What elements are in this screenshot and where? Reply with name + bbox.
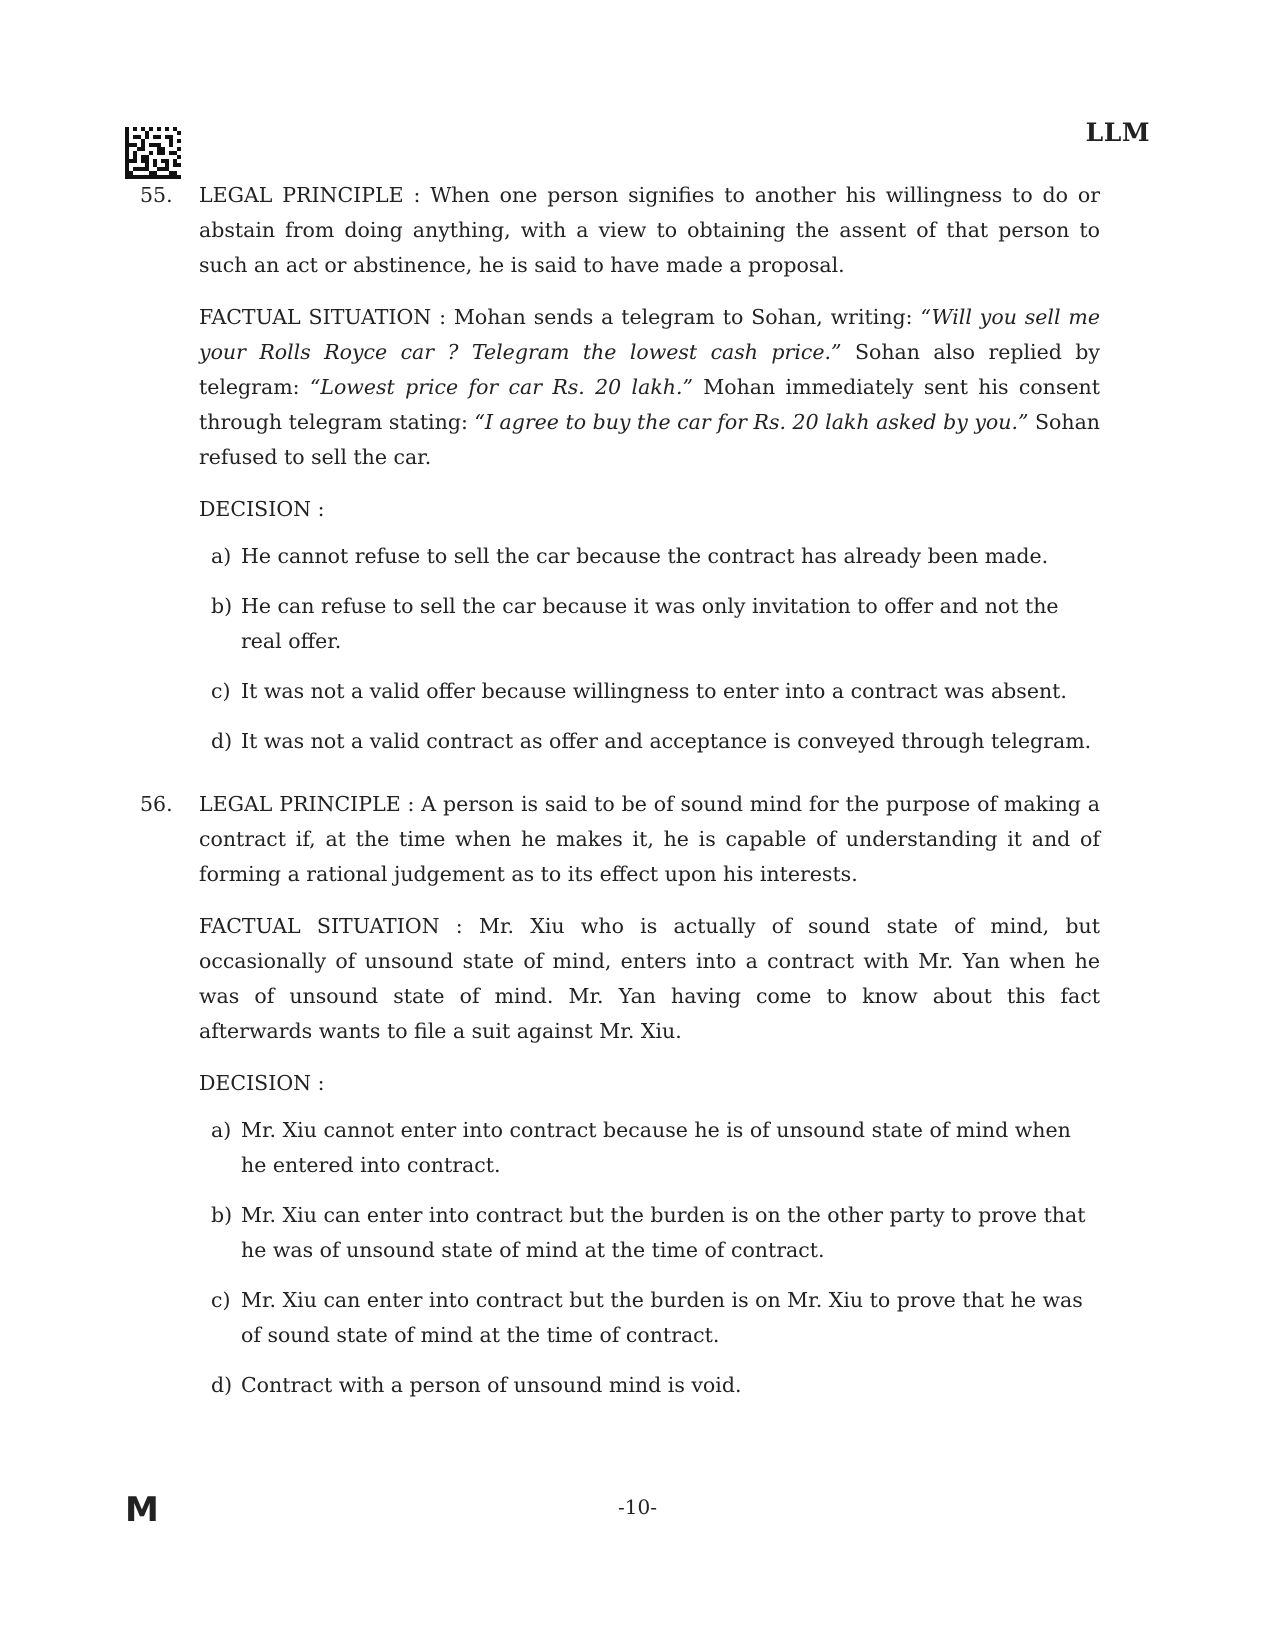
facts-text: Mohan immediately sent his consent through telegram stating: [199, 375, 1100, 434]
option-text: Mr. Xiu cannot enter into contract because he is of unsound state of mind when he entered into contract. [241, 1118, 1071, 1177]
question-body [199, 787, 1100, 1403]
facts-quote: “I agree to buy the car for Rs. 20 lakh asked by you.” [474, 410, 1029, 434]
facts-quote: “Will you sell me your Rolls Royce car ? Telegram the lowest cash price.” [199, 305, 1100, 364]
factual-situation: FACTUAL SITUATION : Mr. Xiu who is actually of sound state of mind, but occasionally of unsound state of mind, enters into a contract with Mr. Yan when he was of unsound state of mind. Mr. Yan having come to know about this fact afterwards wants to file a suit against Mr. Xiu. [199, 914, 1100, 1043]
question-number: 56. [140, 792, 173, 816]
series-code: M [125, 1490, 159, 1530]
option-letter: c) [211, 1288, 231, 1312]
option-letter: d) [211, 1373, 233, 1397]
factual-situation [199, 300, 1100, 475]
factual-situation-label: FACTUAL SITUATION : [199, 305, 447, 329]
option-b [199, 1198, 1100, 1268]
option-text: Contract with a person of unsound mind is void. [241, 1373, 742, 1397]
option-letter: b) [211, 1203, 233, 1227]
option-text: It was not a valid contract as offer and acceptance is conveyed through telegram. [241, 729, 1092, 753]
option-letter: b) [211, 594, 233, 618]
qr-code-icon [125, 127, 181, 179]
option-c [199, 1283, 1100, 1353]
option-b [199, 589, 1100, 659]
facts-text: Sohan refused to sell the car. [199, 410, 1101, 469]
question-55 [140, 178, 1100, 774]
option-text: It was not a valid offer because willingness to enter into a contract was absent. [241, 679, 1067, 703]
legal-principle: LEGAL PRINCIPLE : When one person signifies to another his willingness to do or abstain from doing anything, with a view to obtaining the assent of that person to such an act or abstinence, he is said to have made a proposal. [199, 183, 1100, 277]
page-number: -10- [618, 1495, 657, 1519]
option-letter: a) [211, 1118, 232, 1142]
option-letter: c) [211, 679, 231, 703]
option-letter: d) [211, 729, 233, 753]
question-body [199, 178, 1100, 759]
option-d [199, 724, 1100, 759]
option-c [199, 674, 1100, 709]
option-letter: a) [211, 544, 232, 568]
question-56 [140, 787, 1100, 1418]
decision-label: DECISION : [199, 1071, 325, 1095]
options-list [199, 539, 1100, 759]
option-a [199, 1113, 1100, 1183]
question-number: 55. [140, 183, 173, 207]
header-code: LLM [1085, 118, 1150, 147]
facts-quote: “Lowest price for car Rs. 20 lakh.” [309, 375, 693, 399]
decision-label: DECISION : [199, 497, 325, 521]
facts-text: Mohan sends a telegram to Sohan, writing: [446, 305, 921, 329]
option-text: He can refuse to sell the car because it was only invitation to offer and not the real offer. [241, 594, 1059, 653]
option-text: Mr. Xiu can enter into contract but the burden is on Mr. Xiu to prove that he was of sound state of mind at the time of contract. [241, 1288, 1083, 1347]
legal-principle: LEGAL PRINCIPLE : A person is said to be of sound mind for the purpose of making a contract if, at the time when he makes it, he is capable of understanding it and of forming a rational judgement as to its effect upon his interests. [199, 792, 1100, 886]
facts-text: Sohan also replied by telegram: [199, 340, 1100, 399]
option-text: He cannot refuse to sell the car because the contract has already been made. [241, 544, 1049, 568]
options-list [199, 1113, 1100, 1403]
option-a [199, 539, 1100, 574]
option-d [199, 1368, 1100, 1403]
option-text: Mr. Xiu can enter into contract but the burden is on the other party to prove that he was of unsound state of mind at the time of contract. [241, 1203, 1086, 1262]
